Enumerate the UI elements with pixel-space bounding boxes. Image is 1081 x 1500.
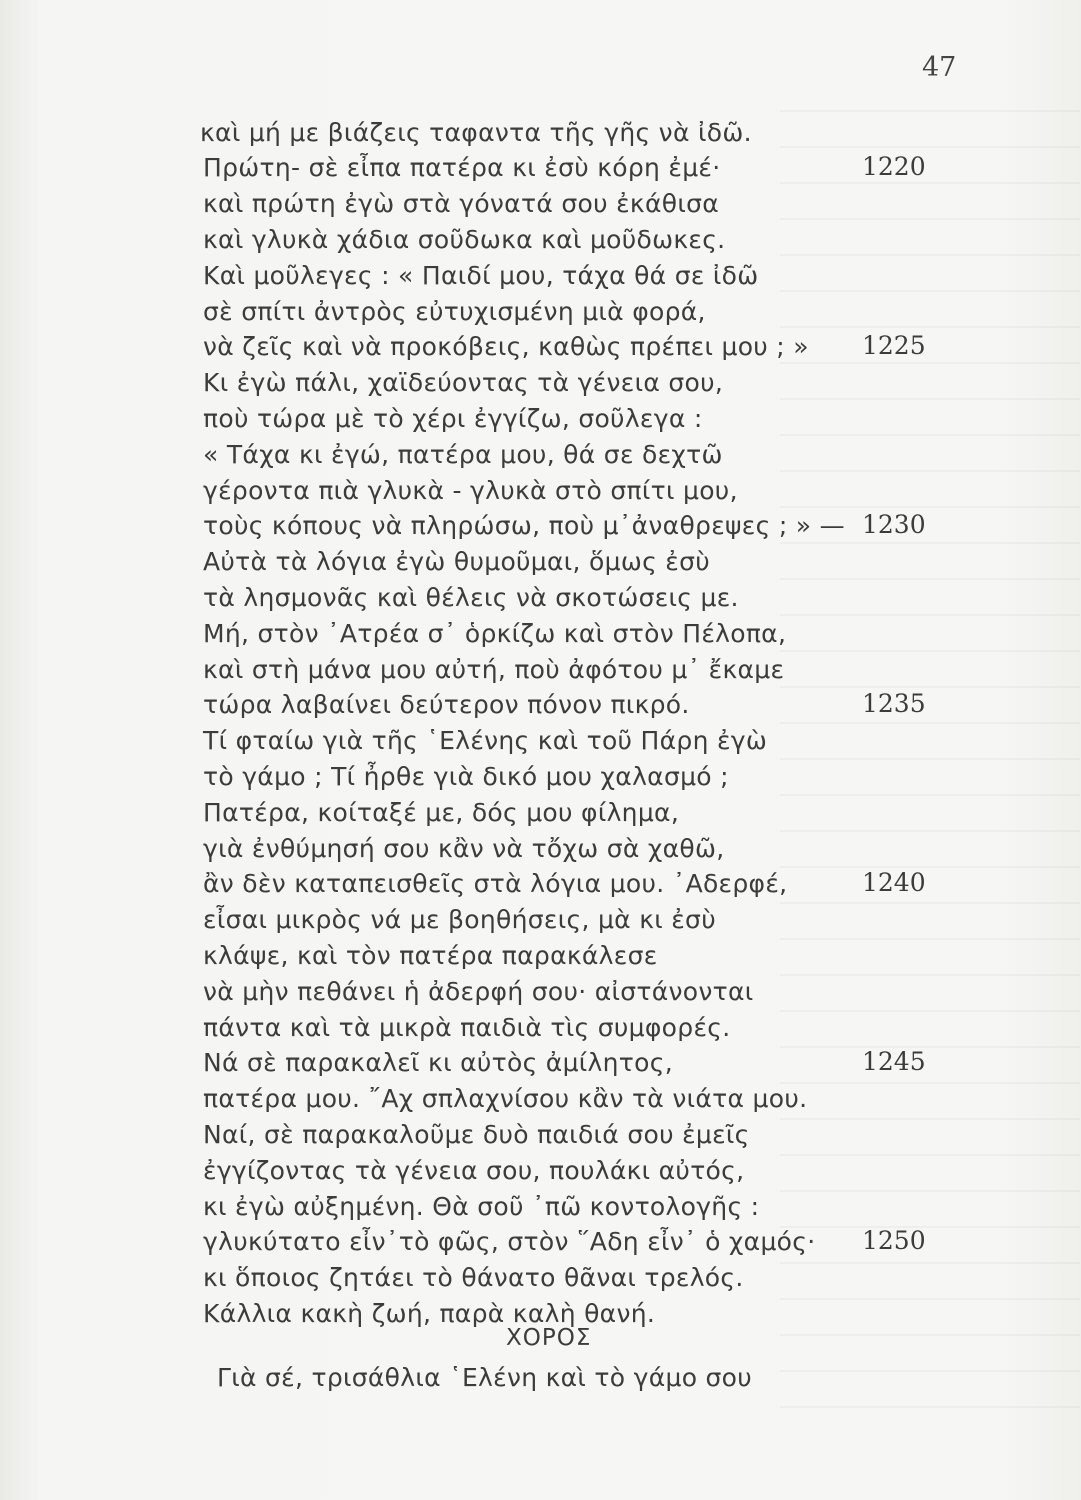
verse-line: Τί φταίω γιὰ τῆς ῾Ελένης καὶ τοῦ Πάρη ἐγὼ [203, 726, 768, 755]
chorus-heading: ΧΟΡΟΣ [506, 1325, 592, 1351]
line-number: 1235 [862, 689, 926, 718]
line-number: 1225 [862, 331, 926, 360]
verse-line: Καὶ μοῦλεγες : « Παιδί μου, τάχα θά σε ἰδῶ [203, 261, 759, 290]
line-number: 1220 [862, 152, 926, 181]
verse-line: ἂν δὲν καταπεισθεῖς στὰ λόγια μου. ᾽Αδερφέ, [203, 869, 788, 898]
verse-line: Κι ἐγὼ πάλι, χαϊδεύοντας τὰ γένεια σου, [203, 368, 724, 397]
verse-line: Νά σὲ παρακαλεῖ κι αὐτὸς ἀμίλητος, [203, 1048, 673, 1077]
verse-line: κι ἐγὼ αὐξημένη. Θὰ σοῦ ᾽πῶ κοντολογῆς : [203, 1192, 760, 1221]
verse-line: Πρώτη- σὲ εἶπα πατέρα κι ἐσὺ κόρη ἐμέ· [203, 153, 721, 182]
verse-line: γλυκύτατο εἶν᾽τὸ φῶς, στὸν ῞Αδη εἶν᾽ ὁ χαμός· [203, 1227, 816, 1256]
verse-line: τώρα λαβαίνει δεύτερον πόνον πικρό. [203, 690, 690, 719]
line-number: 1230 [862, 510, 926, 539]
line-number: 1240 [862, 868, 926, 897]
verse-line: κλάψε, καὶ τὸν πατέρα παρακάλεσε [203, 941, 658, 970]
show-through-text [780, 110, 1080, 1410]
verse-line: νὰ ζεῖς καὶ νὰ προκόβεις, καθὼς πρέπει μου ; » [203, 332, 809, 361]
verse-line: καὶ γλυκὰ χάδια σοῦδωκα καὶ μοῦδωκες. [203, 225, 726, 254]
verse-line: καὶ στὴ μάνα μου αὐτή, ποὺ ἀφότου μ᾽ ἔκαμε [203, 655, 785, 684]
verse-line: Ναί, σὲ παρακαλοῦμε δυὸ παιδιά σου ἐμεῖς [203, 1120, 750, 1149]
line-number: 1250 [862, 1226, 926, 1255]
verse-line: νὰ μὴν πεθάνει ἡ ἀδερφή σου· αἰστάνονται [203, 977, 754, 1006]
verse-line: ποὺ τώρα μὲ τὸ χέρι ἐγγίζω, σοῦλεγα : [203, 404, 703, 433]
verse-line: Πατέρα, κοίταξέ με, δός μου φίλημα, [203, 798, 680, 827]
line-number: 1245 [862, 1047, 926, 1076]
verse-line: Κάλλια κακὴ ζωή, παρὰ καλὴ θανή. [203, 1299, 656, 1328]
verse-line: τοὺς κόπους νὰ πληρώσω, ποὺ μ᾽ἀναθρεψες ; » — [203, 511, 845, 540]
verse-line: Αὐτὰ τὰ λόγια ἐγὼ θυμοῦμαι, ὅμως ἐσὺ [203, 547, 711, 576]
verse-line: σὲ σπίτι ἀντρὸς εὐτυχισμένη μιὰ φορά, [203, 297, 706, 326]
verse-line: ἐγγίζοντας τὰ γένεια σου, πουλάκι αὐτός, [203, 1156, 745, 1185]
verse-line: τὸ γάμο ; Τί ἦρθε γιὰ δικό μου χαλασμό ; [203, 762, 729, 791]
verse-line: πατέρα μου. ῎Αχ σπλαχνίσου κἂν τὰ νιάτα μου. [203, 1084, 808, 1113]
verse-line: πάντα καὶ τὰ μικρὰ παιδιὰ τὶς συμφορές. [203, 1013, 731, 1042]
verse-line: καὶ πρώτη ἐγὼ στὰ γόνατά σου ἐκάθισα [203, 189, 719, 218]
verse-line: γιὰ ἐνθύμησή σου κἂν νὰ τὄχω σὰ χαθῶ, [203, 834, 725, 863]
verse-line: τὰ λησμονᾶς καὶ θέλεις νὰ σκοτώσεις με. [203, 583, 739, 612]
verse-line: κι ὅποιος ζητάει τὸ θάνατο θᾶναι τρελός. [203, 1263, 744, 1292]
verse-line: γέροντα πιὰ γλυκὰ - γλυκὰ στὸ σπίτι μου, [203, 476, 738, 505]
verse-line: Μή, στὸν ᾽Ατρέα σ᾽ ὁρκίζω καὶ στὸν Πέλοπα, [203, 619, 787, 648]
verse-line: « Τάχα κι ἐγώ, πατέρα μου, θά σε δεχτῶ [203, 440, 723, 469]
page-number: 47 [922, 52, 957, 83]
chorus-line: Γιὰ σέ, τρισάθλια ῾Ελένη καὶ τὸ γάμο σου [217, 1363, 753, 1392]
verse-line: καὶ μή με βιάζεις ταφαντα τῆς γῆς νὰ ἰδῶ. [200, 118, 752, 147]
verse-line: εἶσαι μικρὸς νά με βοηθήσεις, μὰ κι ἐσὺ [203, 905, 716, 934]
